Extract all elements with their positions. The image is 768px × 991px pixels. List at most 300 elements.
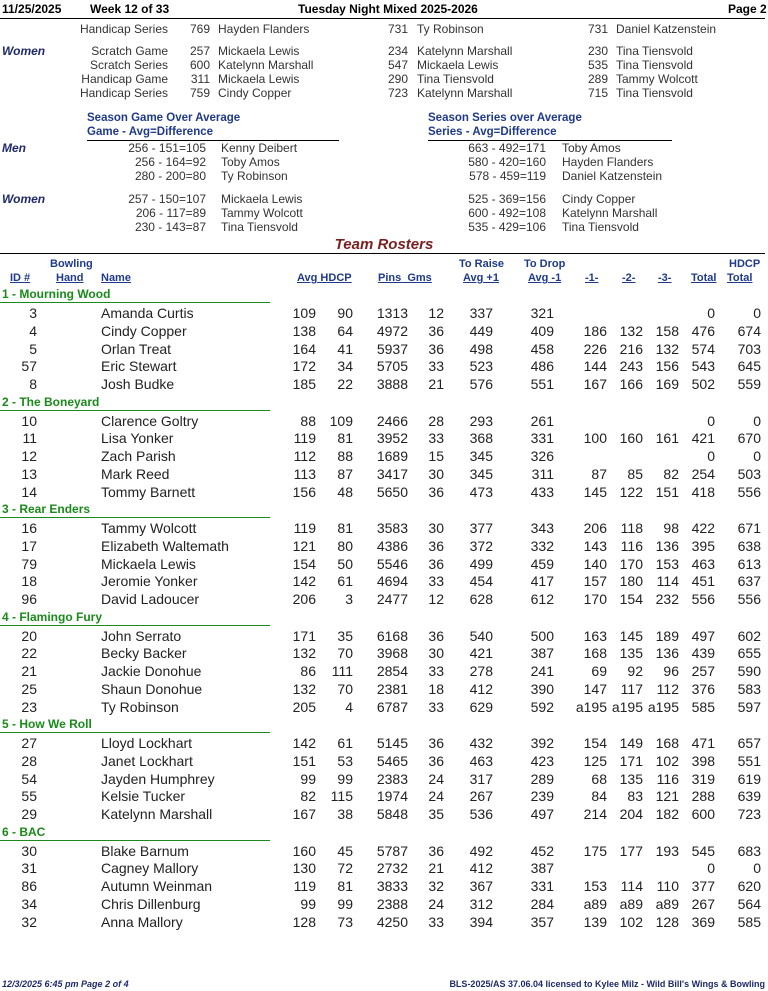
to-raise-average: 499 bbox=[469, 555, 493, 572]
series-total: 377 bbox=[691, 878, 715, 895]
to-raise-average: 540 bbox=[469, 627, 493, 644]
player-id: 27 bbox=[21, 735, 37, 751]
season-series-diff: 578 - 459=119 bbox=[469, 169, 546, 183]
player-name: Cagney Mallory bbox=[101, 860, 199, 877]
col-hand: Hand bbox=[56, 272, 84, 284]
team-underline bbox=[0, 732, 270, 733]
player-id: 11 bbox=[22, 430, 37, 447]
series-total: 502 bbox=[691, 376, 715, 393]
to-raise-average: 337 bbox=[469, 305, 493, 321]
game-2-score: 204 bbox=[619, 806, 643, 823]
to-drop-average: 311 bbox=[531, 465, 554, 482]
handicap-total: 583 bbox=[737, 680, 761, 697]
player-handicap: 41 bbox=[337, 340, 353, 357]
women-score: 535 bbox=[587, 58, 608, 72]
game-3-score: 189 bbox=[655, 627, 679, 644]
player-pins: 3968 bbox=[376, 645, 408, 662]
game-1-score: 145 bbox=[583, 483, 607, 500]
player-id: 55 bbox=[21, 788, 37, 805]
player-games: 35 bbox=[428, 806, 444, 823]
table-row bbox=[0, 645, 765, 663]
series-total: 0 bbox=[707, 412, 715, 429]
player-games: 36 bbox=[428, 842, 444, 859]
col-raise-avg: Avg +1 bbox=[463, 272, 499, 284]
col-avg-hdcp: Avg HDCP bbox=[297, 272, 352, 284]
player-games: 36 bbox=[428, 752, 444, 769]
game-2-score: 177 bbox=[619, 842, 643, 859]
game-2-score: 160 bbox=[619, 430, 643, 447]
game-2-score: 170 bbox=[619, 555, 643, 572]
player-name: Shaun Donohue bbox=[101, 680, 203, 697]
game-3-score: 98 bbox=[663, 520, 679, 536]
handicap-total: 655 bbox=[737, 645, 761, 662]
player-id: 79 bbox=[21, 555, 37, 572]
player-average: 156 bbox=[292, 483, 316, 500]
handicap-total: 619 bbox=[737, 770, 761, 787]
season-series-diff: 580 - 420=160 bbox=[468, 155, 546, 169]
series-total: 543 bbox=[691, 358, 715, 375]
season-series-name: Tina Tiensvold bbox=[562, 220, 639, 234]
game-2-score: 135 bbox=[619, 645, 643, 662]
game-2-score: a195 bbox=[611, 698, 643, 715]
player-id: 10 bbox=[21, 412, 37, 429]
player-average: 167 bbox=[292, 806, 316, 823]
player-pins: 2854 bbox=[376, 663, 408, 680]
team-underline bbox=[0, 625, 270, 626]
table-row bbox=[0, 788, 765, 806]
table-row bbox=[0, 538, 765, 556]
series-total: 395 bbox=[691, 537, 715, 554]
player-handicap: 53 bbox=[337, 752, 353, 769]
player-handicap: 48 bbox=[337, 483, 353, 500]
player-name: Mark Reed bbox=[101, 465, 170, 482]
to-drop-average: 497 bbox=[530, 806, 554, 823]
game-3-score: 112 bbox=[656, 680, 679, 697]
women-category-label: Scratch Series bbox=[89, 58, 168, 72]
player-average: 128 bbox=[292, 913, 316, 930]
to-raise-average: 368 bbox=[469, 430, 493, 447]
player-pins: 5465 bbox=[376, 752, 408, 769]
series-total: 398 bbox=[691, 752, 715, 769]
player-average: 142 bbox=[292, 735, 316, 751]
handicap-total: 683 bbox=[737, 842, 761, 859]
game-1-score: a195 bbox=[575, 698, 607, 715]
player-name: Orlan Treat bbox=[101, 340, 172, 357]
player-games: 28 bbox=[428, 412, 444, 429]
player-id: 23 bbox=[21, 698, 37, 715]
player-games: 32 bbox=[428, 878, 444, 895]
game-3-score: 153 bbox=[655, 555, 679, 572]
player-pins: 5787 bbox=[376, 842, 408, 859]
handicap-total: 671 bbox=[737, 520, 761, 536]
team-underline bbox=[0, 517, 270, 518]
to-raise-average: 345 bbox=[469, 465, 493, 482]
table-row bbox=[0, 663, 765, 681]
player-games: 36 bbox=[428, 537, 444, 554]
player-games: 12 bbox=[428, 305, 444, 321]
team-name: 6 - BAC bbox=[2, 824, 46, 839]
to-raise-average: 412 bbox=[469, 680, 493, 697]
season-series-title: Season Series over Average bbox=[428, 112, 582, 124]
season-series-diff: 600 - 492=108 bbox=[468, 206, 546, 220]
table-row bbox=[0, 413, 765, 431]
footer-timestamp: 12/3/2025 6:45 pm Page 2 of 4 bbox=[2, 979, 129, 989]
to-drop-average: 332 bbox=[530, 537, 554, 554]
to-drop-average: 239 bbox=[530, 788, 554, 805]
to-drop-average: 241 bbox=[530, 663, 554, 680]
to-raise-average: 498 bbox=[469, 340, 493, 357]
player-average: 109 bbox=[292, 305, 316, 321]
player-name: Eric Stewart bbox=[101, 358, 177, 375]
team-name: 4 - Flamingo Fury bbox=[2, 609, 103, 624]
player-name: Tammy Wolcott bbox=[101, 520, 197, 536]
handicap-total: 585 bbox=[737, 913, 761, 930]
game-3-score: 232 bbox=[655, 591, 679, 608]
to-drop-average: 321 bbox=[530, 305, 554, 321]
table-row bbox=[0, 341, 765, 359]
player-id: 34 bbox=[21, 895, 37, 912]
to-raise-average: 449 bbox=[469, 322, 493, 339]
player-name: Jackie Donohue bbox=[101, 663, 202, 680]
player-handicap: 45 bbox=[337, 842, 353, 859]
women-name: Mickaela Lewis bbox=[218, 72, 300, 86]
game-3-score: 169 bbox=[655, 376, 679, 393]
game-1-score: 140 bbox=[583, 555, 607, 572]
player-handicap: 72 bbox=[337, 860, 353, 877]
game-3-score: 82 bbox=[663, 465, 679, 482]
col-game-3: -3- bbox=[658, 272, 672, 284]
to-drop-average: 458 bbox=[530, 340, 554, 357]
player-average: 82 bbox=[300, 788, 316, 805]
player-games: 18 bbox=[428, 680, 444, 697]
handicap-total: 590 bbox=[737, 663, 761, 680]
player-id: 28 bbox=[21, 752, 37, 769]
to-raise-average: 377 bbox=[469, 520, 493, 536]
series-top-name-3: Daniel Katzenstein bbox=[616, 22, 717, 36]
player-pins: 3888 bbox=[376, 376, 408, 393]
player-name: John Serrato bbox=[101, 627, 182, 644]
player-games: 33 bbox=[428, 698, 444, 715]
game-2-score: 118 bbox=[620, 520, 643, 536]
to-drop-average: 486 bbox=[530, 358, 554, 375]
player-average: 154 bbox=[292, 555, 316, 572]
player-name: Cindy Copper bbox=[101, 322, 187, 339]
player-name: Jayden Humphrey bbox=[101, 770, 215, 787]
series-top-score-3: 731 bbox=[587, 22, 608, 36]
handicap-total: 556 bbox=[737, 483, 761, 500]
player-name: Clarence Goltry bbox=[101, 412, 199, 429]
player-handicap: 80 bbox=[337, 537, 353, 554]
to-drop-average: 343 bbox=[530, 520, 554, 536]
player-id: 29 bbox=[21, 806, 37, 823]
table-row bbox=[0, 753, 765, 771]
to-drop-average: 261 bbox=[530, 412, 554, 429]
table-row bbox=[0, 806, 765, 824]
handicap-total: 0 bbox=[753, 448, 761, 465]
player-games: 21 bbox=[428, 860, 444, 877]
player-name: Tommy Barnett bbox=[101, 483, 196, 500]
col-bowling: Bowling bbox=[50, 258, 93, 270]
season-game-name: Tina Tiensvold bbox=[221, 220, 298, 234]
game-2-score: 102 bbox=[619, 913, 643, 930]
season-game-diff: 256 - 151=105 bbox=[128, 141, 206, 155]
player-average: 132 bbox=[292, 680, 316, 697]
handicap-total: 703 bbox=[737, 340, 761, 357]
player-games: 36 bbox=[428, 735, 444, 751]
women-name: Katelynn Marshall bbox=[417, 86, 513, 100]
player-id: 18 bbox=[21, 573, 37, 590]
game-3-score: 116 bbox=[656, 770, 679, 787]
to-raise-average: 629 bbox=[469, 698, 493, 715]
player-name: Amanda Curtis bbox=[101, 305, 194, 321]
game-1-score: a89 bbox=[583, 895, 607, 912]
series-total: 267 bbox=[691, 895, 715, 912]
handicap-total: 670 bbox=[737, 430, 761, 447]
player-id: 17 bbox=[21, 537, 37, 554]
player-average: 130 bbox=[292, 860, 316, 877]
player-name: Anna Mallory bbox=[101, 913, 183, 930]
page-number: Page 2 bbox=[728, 2, 767, 16]
series-total: 421 bbox=[691, 430, 715, 447]
player-games: 33 bbox=[428, 573, 444, 590]
to-drop-average: 592 bbox=[530, 698, 554, 715]
game-3-score: a195 bbox=[647, 698, 679, 715]
player-id: 25 bbox=[21, 680, 37, 697]
player-id: 16 bbox=[21, 520, 37, 536]
season-game-name: Toby Amos bbox=[221, 155, 280, 169]
game-1-score: 175 bbox=[583, 842, 607, 859]
player-pins: 4250 bbox=[376, 913, 408, 930]
player-handicap: 99 bbox=[337, 895, 353, 912]
col-hdcp-total: Total bbox=[727, 272, 753, 284]
table-row bbox=[0, 681, 765, 699]
to-raise-average: 421 bbox=[469, 645, 493, 662]
table-row bbox=[0, 484, 765, 502]
game-1-score: 69 bbox=[591, 663, 607, 680]
women-name: Tina Tiensvold bbox=[616, 86, 693, 100]
player-name: Mickaela Lewis bbox=[101, 555, 196, 572]
series-total: 319 bbox=[691, 770, 715, 787]
season-game-diff: 256 - 164=92 bbox=[134, 155, 206, 169]
series-top-name-2: Ty Robinson bbox=[417, 22, 484, 36]
game-3-score: 102 bbox=[655, 752, 679, 769]
series-total: 600 bbox=[691, 806, 715, 823]
table-row bbox=[0, 520, 765, 538]
game-3-score: 151 bbox=[655, 483, 679, 500]
table-row bbox=[0, 305, 765, 323]
player-id: 12 bbox=[21, 448, 37, 465]
women-score: 257 bbox=[189, 44, 210, 58]
game-1-score: 206 bbox=[583, 520, 607, 536]
player-id: 21 bbox=[21, 663, 37, 680]
to-raise-average: 463 bbox=[469, 752, 493, 769]
player-pins: 3833 bbox=[376, 878, 408, 895]
season-series-diff: 535 - 429=106 bbox=[468, 220, 546, 234]
player-handicap: 22 bbox=[337, 376, 353, 393]
player-name: Blake Barnum bbox=[101, 842, 189, 859]
game-2-score: 154 bbox=[619, 591, 643, 608]
game-3-score: 136 bbox=[655, 645, 679, 662]
table-row bbox=[0, 843, 765, 861]
table-row bbox=[0, 448, 765, 466]
handicap-total: 613 bbox=[737, 555, 761, 572]
game-1-score: 226 bbox=[583, 340, 607, 357]
player-handicap: 90 bbox=[337, 305, 353, 321]
to-raise-average: 576 bbox=[469, 376, 493, 393]
player-handicap: 109 bbox=[329, 412, 353, 429]
handicap-total: 637 bbox=[737, 573, 761, 590]
women-score: 311 bbox=[190, 72, 210, 86]
women-score: 290 bbox=[387, 72, 408, 86]
season-women-label: Women bbox=[2, 192, 46, 206]
player-games: 33 bbox=[428, 358, 444, 375]
player-games: 21 bbox=[428, 376, 444, 393]
to-drop-average: 417 bbox=[530, 573, 554, 590]
to-drop-average: 289 bbox=[530, 770, 554, 787]
player-id: 13 bbox=[21, 465, 37, 482]
game-3-score: 158 bbox=[655, 322, 679, 339]
handicap-total: 556 bbox=[737, 591, 761, 608]
series-total: 463 bbox=[691, 555, 715, 572]
player-pins: 2477 bbox=[376, 591, 408, 608]
to-raise-average: 278 bbox=[469, 663, 493, 680]
player-id: 30 bbox=[21, 842, 37, 859]
player-pins: 3417 bbox=[376, 465, 408, 482]
game-2-score: 180 bbox=[619, 573, 643, 590]
series-total: 369 bbox=[691, 913, 715, 930]
table-row bbox=[0, 323, 765, 341]
player-average: 160 bbox=[292, 842, 316, 859]
player-average: 99 bbox=[300, 770, 316, 787]
player-games: 12 bbox=[428, 591, 444, 608]
game-2-score: 132 bbox=[619, 322, 643, 339]
league-name: Tuesday Night Mixed 2025-2026 bbox=[298, 2, 478, 16]
women-name: Tammy Wolcott bbox=[616, 72, 698, 86]
women-name: Cindy Copper bbox=[218, 86, 292, 100]
game-1-score: 84 bbox=[591, 788, 607, 805]
to-raise-average: 394 bbox=[469, 913, 493, 930]
to-drop-average: 551 bbox=[530, 376, 554, 393]
player-pins: 2466 bbox=[376, 412, 408, 429]
to-raise-average: 492 bbox=[469, 842, 493, 859]
col-hdcp: HDCP bbox=[729, 258, 761, 270]
handicap-total: 597 bbox=[737, 698, 761, 715]
player-pins: 3583 bbox=[376, 520, 408, 536]
header-divider bbox=[0, 18, 765, 19]
game-3-score: 168 bbox=[655, 735, 679, 751]
game-1-score: 157 bbox=[583, 573, 607, 590]
women-name: Katelynn Marshall bbox=[218, 58, 314, 72]
series-top-name-1: Hayden Flanders bbox=[218, 22, 310, 36]
to-drop-average: 357 bbox=[530, 913, 554, 930]
game-2-score: 135 bbox=[619, 770, 643, 787]
player-average: 88 bbox=[300, 412, 316, 429]
to-drop-average: 452 bbox=[530, 842, 554, 859]
to-drop-average: 423 bbox=[530, 752, 554, 769]
player-pins: 1313 bbox=[376, 305, 408, 321]
col-raise: To Raise bbox=[459, 258, 505, 270]
series-total: 0 bbox=[707, 448, 715, 465]
handicap-total: 620 bbox=[737, 878, 761, 895]
player-id: 20 bbox=[21, 627, 37, 644]
player-games: 30 bbox=[428, 465, 444, 482]
table-row bbox=[0, 896, 765, 914]
women-name: Katelynn Marshall bbox=[417, 44, 513, 58]
player-name: Autumn Weinman bbox=[101, 878, 213, 895]
game-2-score: 117 bbox=[620, 680, 643, 697]
player-games: 24 bbox=[428, 788, 444, 805]
player-games: 33 bbox=[428, 913, 444, 930]
team-underline bbox=[0, 302, 270, 303]
player-average: 86 bbox=[300, 663, 316, 680]
series-total: 451 bbox=[691, 573, 715, 590]
player-name: Becky Backer bbox=[101, 645, 187, 662]
series-total: 0 bbox=[707, 305, 715, 321]
player-id: 86 bbox=[21, 878, 37, 895]
table-row bbox=[0, 466, 765, 484]
player-id: 32 bbox=[21, 913, 37, 930]
player-name: Chris Dillenburg bbox=[101, 895, 201, 912]
game-1-score: 125 bbox=[583, 752, 607, 769]
col-pins-gms: Pins Gms bbox=[378, 272, 432, 284]
season-game-diff: 230 - 143=87 bbox=[134, 220, 206, 234]
player-games: 33 bbox=[428, 430, 444, 447]
player-handicap: 35 bbox=[337, 627, 353, 644]
team-name: 1 - Mourning Wood bbox=[2, 287, 111, 301]
season-series-diff: 525 - 369=156 bbox=[468, 192, 546, 206]
player-handicap: 3 bbox=[345, 591, 353, 608]
game-3-score: 193 bbox=[655, 842, 679, 859]
player-average: 112 bbox=[293, 448, 316, 465]
to-raise-average: 317 bbox=[469, 770, 493, 787]
season-series-name: Katelynn Marshall bbox=[562, 206, 658, 220]
season-series-subtitle: Series - Avg=Difference bbox=[428, 126, 557, 138]
women-score: 234 bbox=[387, 44, 408, 58]
player-average: 185 bbox=[292, 376, 316, 393]
women-score: 230 bbox=[587, 44, 608, 58]
game-1-score: 214 bbox=[583, 806, 607, 823]
to-raise-average: 367 bbox=[469, 878, 493, 895]
women-score: 600 bbox=[189, 58, 210, 72]
footer-license: BLS-2025/AS 37.06.04 licensed to Kylee Milz - Wild Bill's Wings & Bowling bbox=[449, 979, 765, 989]
player-games: 36 bbox=[428, 322, 444, 339]
player-pins: 2381 bbox=[376, 680, 408, 697]
col-drop: To Drop bbox=[524, 258, 566, 270]
player-handicap: 64 bbox=[337, 322, 353, 339]
player-games: 36 bbox=[428, 483, 444, 500]
player-average: 142 bbox=[292, 573, 316, 590]
player-average: 151 bbox=[292, 752, 316, 769]
women-name: Tina Tiensvold bbox=[616, 44, 693, 58]
player-average: 121 bbox=[292, 537, 316, 554]
player-handicap: 87 bbox=[337, 465, 353, 482]
col-drop-avg: Avg -1 bbox=[528, 272, 562, 284]
table-row bbox=[0, 573, 765, 591]
player-id: 31 bbox=[21, 860, 37, 877]
player-pins: 2388 bbox=[376, 895, 408, 912]
player-name: Janet Lockhart bbox=[101, 752, 193, 769]
season-series-name: Cindy Copper bbox=[562, 192, 636, 206]
player-handicap: 70 bbox=[337, 680, 353, 697]
handicap-total: 0 bbox=[753, 860, 761, 877]
player-name: Elizabeth Waltemath bbox=[101, 537, 229, 554]
player-handicap: 81 bbox=[337, 878, 353, 895]
table-row bbox=[0, 591, 765, 609]
player-id: 3 bbox=[29, 305, 37, 321]
player-handicap: 73 bbox=[337, 913, 353, 930]
col-name: Name bbox=[101, 272, 131, 284]
women-name: Mickaela Lewis bbox=[417, 58, 499, 72]
